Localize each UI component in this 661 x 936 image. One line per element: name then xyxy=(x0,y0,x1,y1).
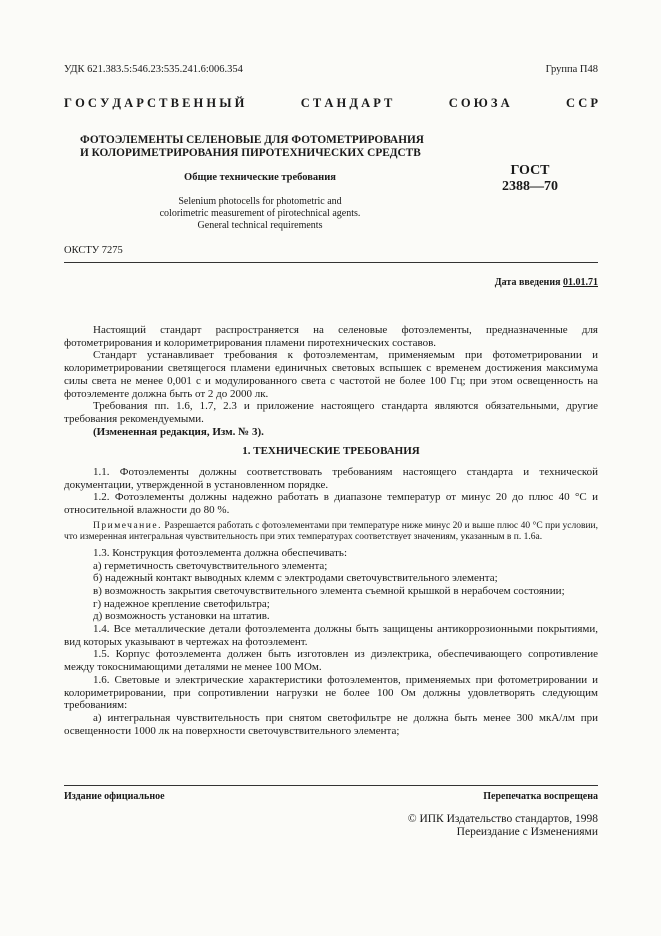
clause-note xyxy=(64,521,598,543)
note-text: Разрешается работать с фотоэлементами при температуре ниже минус 20 и выше плюс 40 °С при условии, что измеренная интегральная чувствительность при этих температурах соответствует значениям, указанным в п. 1.6а. xyxy=(64,520,598,542)
copyright-line: © ИПК Издательство стандартов, 1998 xyxy=(407,813,598,825)
list-item-d: г) надежное крепление светофильтра; xyxy=(93,597,270,610)
reprint-prohibited: Перепечатка воспрещена xyxy=(483,791,598,802)
title-line-1: ФОТОЭЛЕМЕНТЫ СЕЛЕНОВЫЕ ДЛЯ ФОТОМЕТРИРОВАНИЯ xyxy=(80,134,424,146)
gost-label: ГОСТ xyxy=(510,163,550,178)
copyright-block xyxy=(408,813,598,839)
document-body xyxy=(64,324,598,737)
state-word-2: С Т А Н Д А Р Т xyxy=(300,96,393,110)
list-item-a: а) герметичность светочувствительного элемента; xyxy=(93,559,328,572)
clause-1-3: 1.3. Конструкция фотоэлемента должна обеспечивать: xyxy=(93,546,347,559)
english-title-line-1: Selenium photocells for photometric and xyxy=(178,196,342,207)
clause-1-6a: а) интегральная чувствительность при снятом светофильтре не должна быть менее 300 мкА/лм при освещенности 1000 лк на поверхности светочувствительного элемента; xyxy=(64,711,598,737)
title-line-2: И КОЛОРИМЕТРИРОВАНИЯ ПИРОТЕХНИЧЕСКИХ СРЕДСТВ xyxy=(80,147,421,159)
footer-divider xyxy=(64,785,598,786)
clause-1-6: 1.6. Световые и электрические характеристики фотоэлементов, применяемых при фотометрировании и колориметрировании, при сопротивлении нагрузки не более 100 Ом должны удовлетворять следующим требованиям: xyxy=(64,673,598,712)
gost-number: 2388—70 xyxy=(502,179,558,194)
official-edition: Издание официальное xyxy=(64,791,165,802)
intro-date-value: 01.01.71 xyxy=(563,277,598,288)
okstu-code: ОКСТУ 7275 xyxy=(64,245,123,256)
edition-note: (Измененная редакция, Изм. № 3). xyxy=(93,425,264,438)
reissue-line: Переиздание с Изменениями xyxy=(456,826,598,838)
header-divider xyxy=(64,262,598,263)
state-standard-heading xyxy=(64,96,598,111)
clause-1-4: 1.4. Все металлические детали фотоэлемента должны быть защищены антикоррозионными покрытиями, вид которых указывают в чертежах на фотоэлемент. xyxy=(64,623,598,648)
document-title xyxy=(80,134,480,160)
note-label: Примечание. xyxy=(93,520,162,531)
clause-1-2: 1.2. Фотоэлементы должны надежно работать в диапазоне температур от минус 20 до плюс 40 °С и относительной влажности до 80 %. xyxy=(64,491,598,517)
list-item-b: б) надежный контакт выводных клемм с электродами светочувствительного элемента; xyxy=(93,572,498,585)
english-title xyxy=(120,196,400,232)
clause-1-5: 1.5. Корпус фотоэлемента должен быть изготовлен из диэлектрика, обеспечивающего сопротивление между токоснимающими деталями не менее 100 МОм. xyxy=(64,648,598,674)
intro-paragraph-2: Стандарт устанавливает требования к фотоэлементам, применяемым при фотометрировании и колориметрировании светящегося пламени единичных световых вспышек с временем достижения максимума силы света не менее 0,001 с и модулированного света с частотой не более 100 Гц; при этом освещенность на фотоэлементе должна быть от 2 до 2000 лк. xyxy=(64,349,598,400)
clause-1-1: 1.1. Фотоэлементы должны соответствовать требованиям настоящего стандарта и технической документации, утвержденной в установленном порядке. xyxy=(64,466,598,491)
group-code: Группа П48 xyxy=(545,64,598,75)
state-word-1: Г О С У Д А Р С Т В Е Н Н Ы Й xyxy=(64,96,245,110)
intro-date-label: Дата введения xyxy=(494,277,561,288)
intro-paragraph-1: Настоящий стандарт распространяется на селеновые фотоэлементы, предназначенные для фотометрирования и колориметрирования пламени пиротехнических составов. xyxy=(64,324,598,349)
english-title-line-3: General technical requirements xyxy=(197,220,323,231)
document-subtitle: Общие технические требования xyxy=(184,172,336,183)
gost-designation xyxy=(480,163,580,195)
state-word-4: С С Р xyxy=(566,96,598,110)
state-word-3: С О Ю З А xyxy=(448,96,510,110)
list-item-e: д) возможность установки на штатив. xyxy=(93,610,270,623)
udk-code: УДК 621.383.5:546.23:535.241.6:006.354 xyxy=(64,64,243,75)
list-item-c: в) возможность закрытия светочувствительного элемента съемной крышкой в нерабочем состоянии; xyxy=(93,584,565,597)
english-title-line-2: colorimetric measurement of pirotechnical agents. xyxy=(159,208,361,219)
introduction-date xyxy=(495,277,598,288)
intro-paragraph-3: Требования пп. 1.6, 1.7, 2.3 и приложение настоящего стандарта являются обязательными, другие требования рекомендуемыми. xyxy=(64,400,598,425)
section-title: 1. ТЕХНИЧЕСКИЕ ТРЕБОВАНИЯ xyxy=(242,445,420,458)
